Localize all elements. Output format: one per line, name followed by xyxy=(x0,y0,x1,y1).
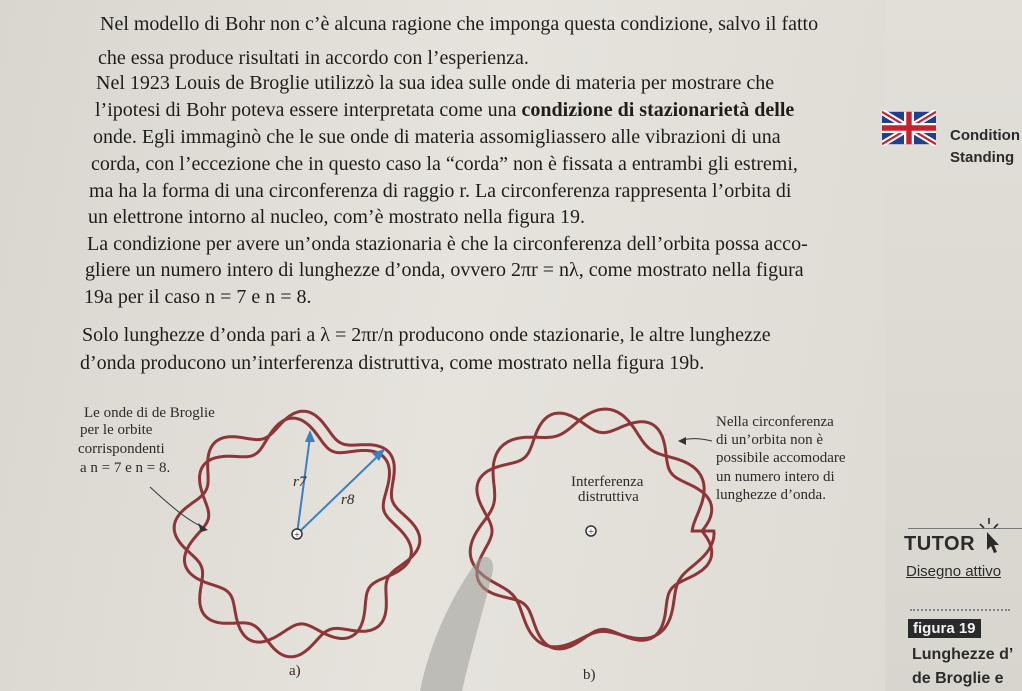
caption-a-pointer xyxy=(150,487,205,528)
pointer-cursor-icon xyxy=(977,516,1007,556)
caption-a-line-2: per le orbite xyxy=(80,422,153,438)
highlight-term: condizione di stazionarietà delle xyxy=(521,99,795,121)
label-r7: r7 xyxy=(293,474,307,490)
caption-a-line-3: corrispondenti xyxy=(78,441,165,457)
body-line-9: La condizione per avere un’onda stazionaria è che la circonferenza dell’orbita possa acco- xyxy=(87,233,808,255)
uk-flag-icon xyxy=(882,110,936,146)
caption-b-line-4: un numero intero di xyxy=(716,469,835,485)
caption-a-line-1: Le onde di de Broglie xyxy=(84,405,215,421)
caption-b-line-1: Nella circonferenza xyxy=(716,414,834,430)
interference-label-1: Interferenza xyxy=(571,474,644,490)
caption-b-line-2: di un’orbita non è xyxy=(716,432,824,448)
label-r8: r8 xyxy=(341,492,355,508)
body-line-13: d’onda producono un’interferenza distruttiva, come mostrato nella figura 19b. xyxy=(80,352,705,374)
glossary-term-standing: Standing xyxy=(950,149,1015,166)
body-line-7: ma ha la forma di una circonferenza di raggio r. La circonferenza rappresenta l’orbita di xyxy=(89,180,792,202)
tutor-label: TUTOR xyxy=(904,533,976,555)
figure-title-line-1: Lunghezze d’ xyxy=(912,646,1014,663)
body-line-2: che essa produce risultati in accordo con l’esperienza. xyxy=(98,47,529,69)
caption-b-pointer xyxy=(682,439,712,441)
caption-a-line-4: a n = 7 e n = 8. xyxy=(80,460,171,476)
disegno-attivo-link[interactable]: Disegno attivo xyxy=(906,563,1002,580)
caption-b-line-3: possibile accomodare xyxy=(716,450,846,466)
nucleus-a-plus: + xyxy=(293,529,301,541)
dotted-divider xyxy=(910,609,1010,611)
body-line-5: onde. Egli immaginò che le sue onde di materia assomigliassero alle vibrazioni di una xyxy=(93,126,781,148)
caption-b-line-5: lunghezze d’onda. xyxy=(716,487,826,503)
body-line-11: 19a per il caso n = 7 e n = 8. xyxy=(84,286,312,308)
body-line-8: un elettrone intorno al nucleo, com’è mostrato nella figura 19. xyxy=(88,206,586,228)
glossary-term-condition: Condition xyxy=(950,127,1020,144)
radius-r8-arrow xyxy=(297,455,379,534)
caption-b-pointer-head xyxy=(678,437,686,445)
interference-label-2: distruttiva xyxy=(578,489,639,505)
figure-title-line-2: de Broglie e xyxy=(912,670,1004,687)
body-line-10: gliere un numero intero di lunghezze d’onda, ovvero 2πr = nλ, come mostrato nella figura xyxy=(85,259,804,281)
body-line-6: corda, con l’eccezione che in questo caso la “corda” non è fissata a entrambi gli estremi, xyxy=(91,153,798,175)
finger-shadow xyxy=(420,557,493,691)
body-line-12: Solo lunghezze d’onda pari a λ = 2πr/n producono onde stazionarie, le altre lunghezze xyxy=(82,324,771,346)
sidebar-panel xyxy=(885,0,1022,691)
subfigure-a-label: a) xyxy=(289,663,301,679)
figure-badge: figura 19 xyxy=(908,619,981,638)
body-line-4-text: l’ipotesi di Bohr poteva essere interpretata come una xyxy=(95,99,517,121)
subfigure-b-label: b) xyxy=(583,667,596,683)
body-line-1: Nel modello di Bohr non c’è alcuna ragione che imponga questa condizione, salvo il fatto xyxy=(100,13,819,35)
nucleus-b-plus: + xyxy=(587,526,595,538)
body-line-3: Nel 1923 Louis de Broglie utilizzò la sua idea sulle onde di materia per mostrare che xyxy=(96,72,775,94)
